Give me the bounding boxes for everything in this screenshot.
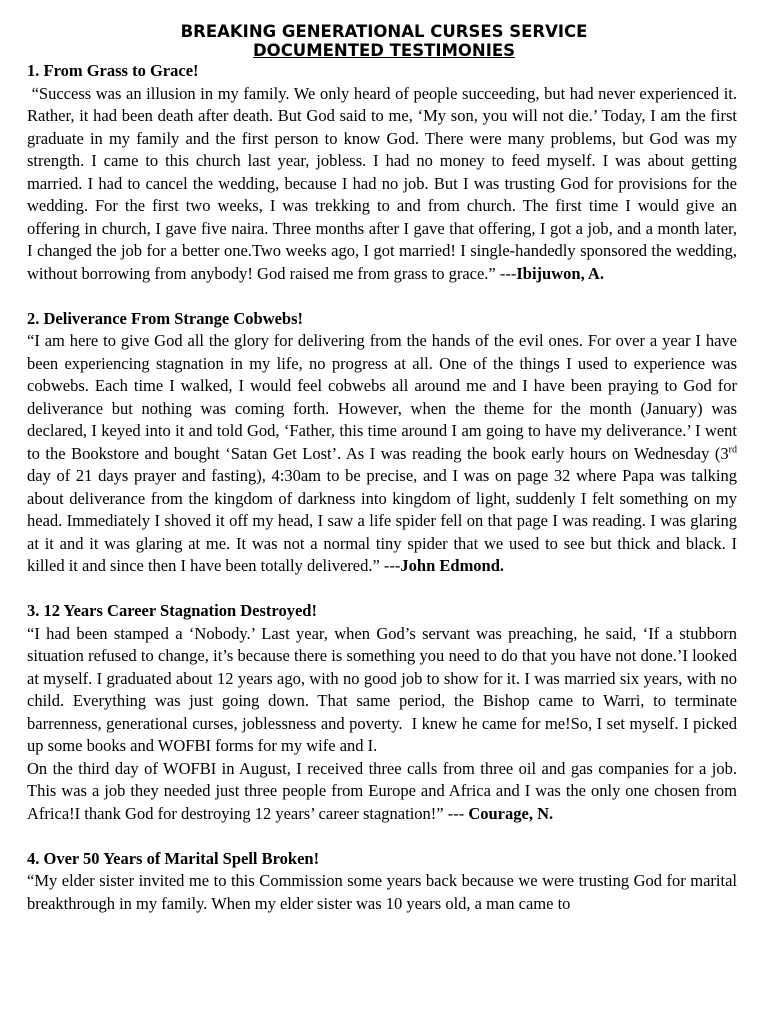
paragraph-gap (27, 285, 737, 308)
testimony-body: “I had been stamped a ‘Nobody.’ Last year, when God’s servant was preaching, he said, ‘If a stubborn situation refused to change, it’s because there is something you need to do that you have not done.’I looked at myself. I graduated about 12 years ago, with no good job to show for it. I was married six years, with no child. Everything was just going down. That same period, the Bishop came to Warri, to terminate barrenness, generational curses, joblessness and poverty. I knew he came for me!So, I set myself. I picked up some books and WOFBI forms for my wife and I. (27, 623, 737, 755)
testimony-2 (27, 308, 737, 578)
testimony-4 (27, 848, 737, 916)
ordinal-suffix: rd (728, 444, 737, 455)
testimony-heading: 1. From Grass to Grace! (27, 61, 199, 80)
testimony-body (27, 330, 737, 578)
testimony-text-continued: day of 21 days prayer and fasting), 4:30am to be precise, and I was on page 32 where Papa was talking about deliverance from the kingdom of darkness into kingdom of light, suddenly I felt something on my head. Immediately I shoved it off my head, I saw a life spider fell on that page I was reading. I was glaring at it and it was glaring at me. It was not a normal tiny spider that we used to see but thick and black. I killed it and since then I have been totally delivered.” --- (27, 466, 737, 575)
testimony-body-continued (27, 758, 737, 826)
testimony-text: “Success was an illusion in my family. We only heard of people succeeding, but had never experienced it. Rather, it had been death after death. But God said to me, ‘My son, you will not die.’ Today, I am the first graduate in my family and the first person to know God. There were many problems, but God was my strength. I came to this church last year, jobless. I had no money to feed myself. I was about getting married. I had to cancel the wedding, because I had no job. But I was trusting God for provisions for the wedding. For the first two weeks, I was trekking to and from church. The first time I would give an offering in church, I gave five naira. Three months after I gave that offering, I got a job, and a month later, I changed the job for a better one.Two weeks ago, I got married! I single-handedly sponsored the wedding, without borrowing from anybody! God raised me from grass to grace.” --- (27, 83, 737, 283)
testimony-3 (27, 600, 737, 825)
testimony-1 (27, 60, 737, 285)
title-line-1: BREAKING GENERATIONAL CURSES SERVICE (180, 22, 588, 41)
testimony-text: “I am here to give God all the glory for delivering from the hands of the evil ones. For over a year I have been experiencing stagnation in my life, no progress at all. One of the things I used to experience was cobwebs. Each time I walked, I would feel cobwebs all around me and I have been praying to God for deliverance but nothing was coming forth. However, when the theme for the month (January) was declared, I keyed into it and told God, ‘Father, this time around I am going to have my deliverance.’ I went to the Bookstore and bought ‘Satan Get Lost’. As I was reading the book early hours on Wednesday (3 (27, 331, 737, 463)
title-line-2: DOCUMENTED TESTIMONIES (252, 41, 516, 60)
paragraph-gap (27, 825, 737, 848)
testimony-heading: 2. Deliverance From Strange Cobwebs! (27, 308, 304, 328)
testimony-heading: 3. 12 Years Career Stagnation Destroyed! (27, 601, 317, 620)
testimony-text: On the third day of WOFBI in August, I received three calls from three oil and gas companies for a job. This was a job they needed just three people from Europe and Africa and I was the only one chosen from Africa!I thank God for destroying 12 years’ career stagnation!” --- (27, 758, 737, 823)
testimony-heading: 4. Over 50 Years of Marital Spell Broken! (27, 848, 320, 868)
testimony-author: Ibijuwon, A. (516, 263, 604, 283)
testimony-body: “My elder sister invited me to this Commission some years back because we were trusting God for marital breakthrough in my family. When my elder sister was 10 years old, a man came to (27, 871, 737, 913)
testimony-author: John Edmond. (400, 556, 505, 575)
testimony-author: Courage, N. (468, 803, 554, 823)
document-title (31, 22, 737, 60)
testimony-body (27, 83, 737, 286)
paragraph-gap (27, 578, 737, 601)
